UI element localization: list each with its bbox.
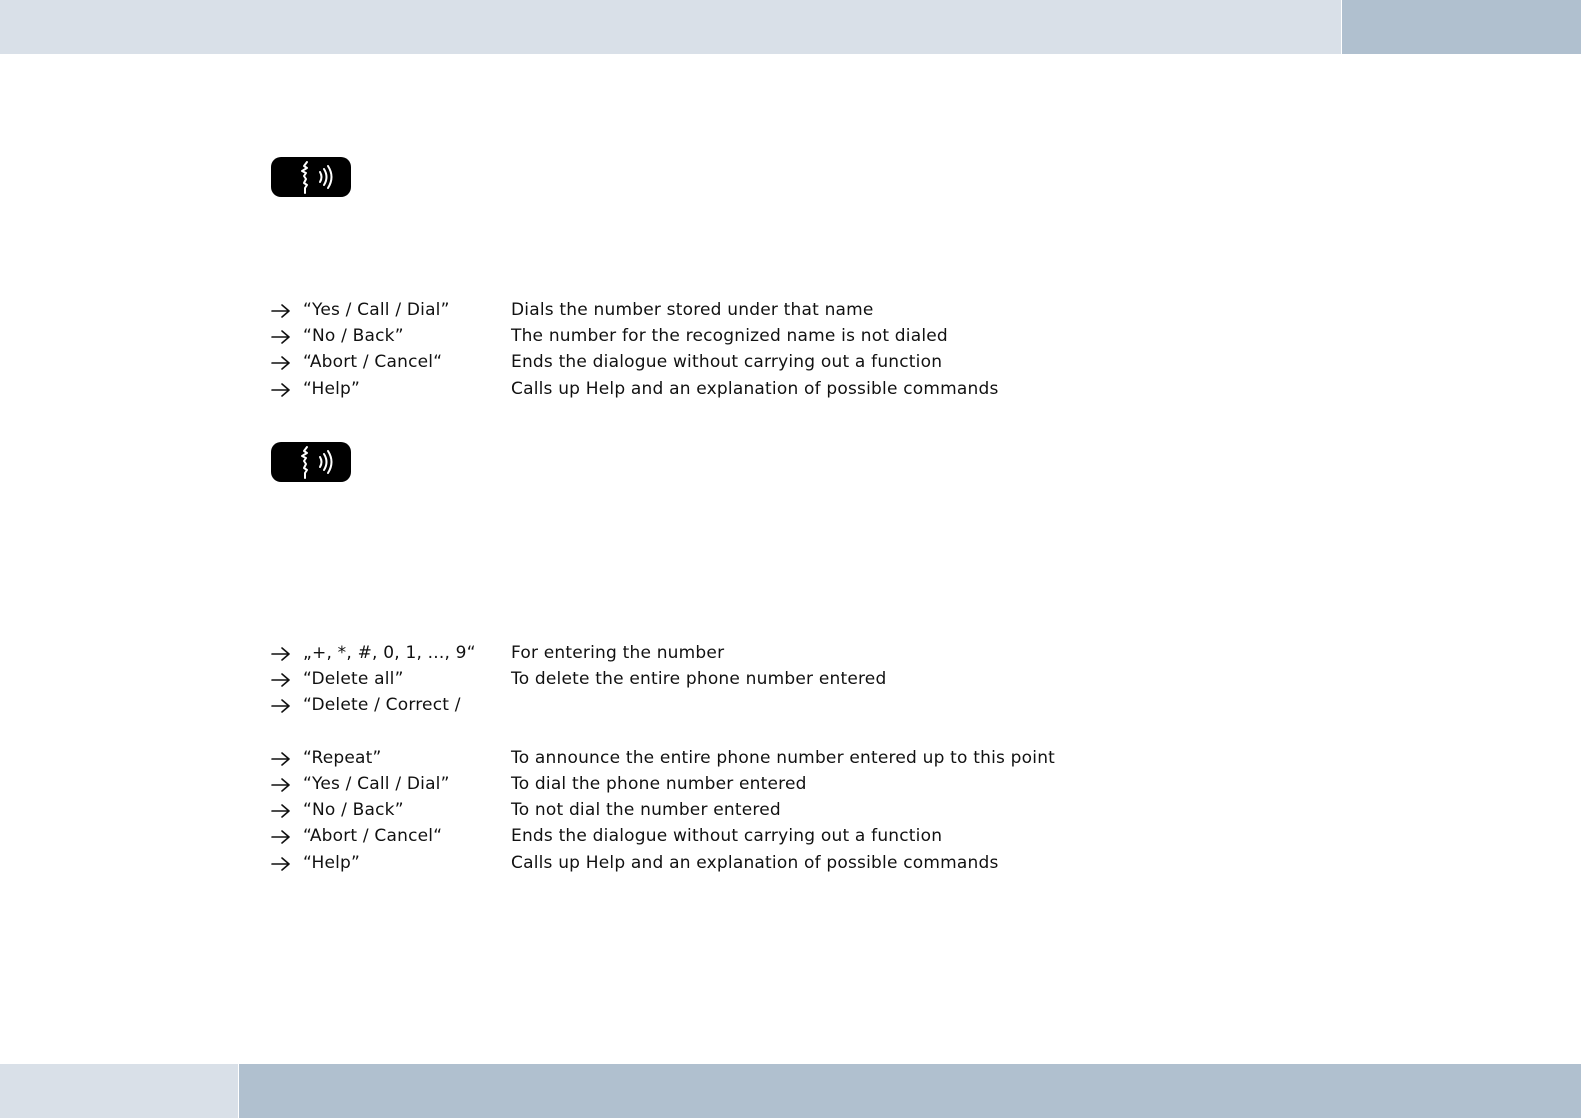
command-phrase: “Abort / Cancel“ [303,826,443,847]
right-arrow-icon [271,778,291,792]
command-phrase: “Repeat” [303,747,382,768]
command-description: To dial the phone number entered [511,773,807,794]
command-phrase: “Yes / Call / Dial” [303,300,450,320]
right-arrow-icon [271,804,291,818]
command-description: To announce the entire phone number entered up to this point [511,747,1056,768]
voice-command-badge-1 [271,157,351,197]
right-arrow-icon [271,647,291,661]
right-arrow-icon [271,699,291,713]
right-arrow-icon [271,752,291,766]
header-bar-left [0,0,1341,54]
right-arrow-icon [271,383,291,397]
right-arrow-icon [271,830,291,844]
right-arrow-icon [271,857,291,871]
command-phrase: “Help” [303,378,361,399]
command-description: Dials the number stored under that name [511,300,874,320]
footer-bar-right [239,1064,1581,1118]
right-arrow-icon [271,304,291,318]
command-description: For entering the number [511,643,725,663]
command-phrase: “Help” [303,852,361,873]
command-phrase: “Yes / Call / Dial” [303,773,450,794]
command-phrase: “No / Back” [303,800,404,821]
voice-command-badge-2 [271,442,351,482]
command-description: Calls up Help and an explanation of possible commands [511,378,999,399]
command-description: To not dial the number entered [511,800,781,821]
right-arrow-icon [271,356,291,370]
command-description: The number for the recognized name is not dialed [511,326,948,347]
header-bar-right [1342,0,1581,54]
speaking-head-icon [271,442,351,482]
command-phrase: “Abort / Cancel“ [303,352,443,373]
right-arrow-icon [271,330,291,344]
command-phrase: „+, *, #, 0, 1, ..., 9“ [303,643,476,663]
command-description: Ends the dialogue without carrying out a function [511,826,943,847]
command-phrase: “Delete / Correct / [303,695,461,716]
footer-bar-left [0,1064,238,1118]
command-phrase: “Delete all” [303,669,404,690]
command-description: To delete the entire phone number entered [511,669,887,690]
command-description: Ends the dialogue without carrying out a function [511,352,943,373]
command-phrase: “No / Back” [303,326,404,347]
right-arrow-icon [271,673,291,687]
speaking-head-icon [271,157,351,197]
command-description: Calls up Help and an explanation of possible commands [511,852,999,873]
